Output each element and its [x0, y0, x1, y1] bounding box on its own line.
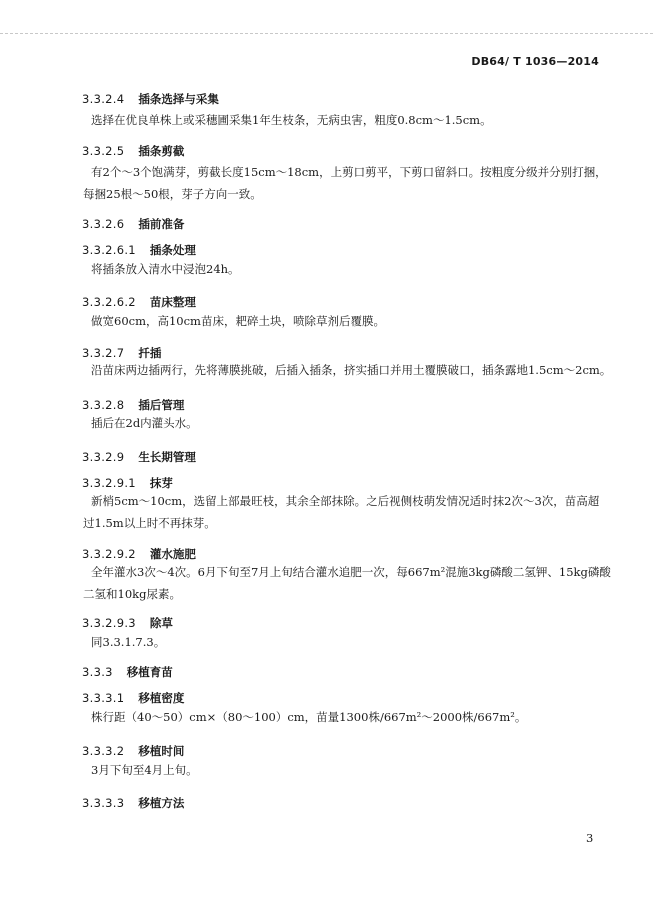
paragraph-line: 3月下旬至4月上旬。: [91, 763, 198, 777]
paragraph-line: 同3.3.1.7.3。: [91, 635, 166, 649]
section-title: 灌水施肥: [149, 547, 196, 561]
standard-code: DB64/ T 1036—2014: [471, 55, 599, 68]
section-number: 3.3.2.6: [82, 217, 125, 231]
paragraph-line: 插后在2d内灌头水。: [91, 416, 198, 430]
page-number: 3: [586, 831, 594, 845]
section-number: 3.3.2.7: [82, 346, 125, 360]
section-title: 扦插: [138, 346, 162, 360]
paragraph: [83, 161, 607, 205]
paragraph: [91, 109, 607, 131]
paragraph-line: 二氢和10kg尿素。: [83, 587, 181, 601]
section-title: 除草: [149, 616, 173, 630]
section-title: 苗床整理: [149, 295, 196, 309]
section-title: 移植育苗: [126, 665, 173, 679]
section-number: 3.3.3.1: [82, 691, 125, 705]
section-title: 移植方法: [138, 796, 185, 810]
section-title: 移植时间: [138, 744, 185, 758]
section-title: 抹芽: [149, 476, 173, 490]
section-heading: [82, 690, 184, 706]
paragraph: [83, 561, 611, 605]
paragraph-line: 有2个～3个饱满芽，剪截长度15cm～18cm，上剪口剪平，下剪口留斜口。按粗度分级并分别打捆，: [91, 165, 607, 179]
paragraph: [91, 258, 607, 280]
section-heading: [82, 664, 173, 680]
paragraph: [91, 310, 607, 332]
paragraph-line: 每捆25根～50根，芽子方向一致。: [83, 187, 262, 201]
section-heading: [82, 216, 184, 232]
paragraph: [91, 412, 607, 434]
section-heading: [82, 449, 196, 465]
paragraph: [91, 359, 612, 381]
section-heading: [82, 91, 219, 107]
paragraph: [91, 706, 607, 728]
section-number: 3.3.2.9.1: [82, 476, 136, 490]
section-title: 插条处理: [149, 243, 196, 257]
section-heading: [82, 615, 173, 631]
paragraph: [91, 631, 607, 653]
section-number: 3.3.3.3: [82, 796, 125, 810]
section-number: 3.3.2.8: [82, 398, 125, 412]
section-number: 3.3.2.9.3: [82, 616, 136, 630]
paragraph: [91, 759, 607, 781]
section-number: 3.3.2.9.2: [82, 547, 136, 561]
paragraph-line: 选择在优良单株上或采穗圃采集1年生枝条，无病虫害，粗度0.8cm～1.5cm。: [91, 113, 492, 127]
section-number: 3.3.2.9: [82, 450, 125, 464]
paragraph-line: 将插条放入清水中浸泡24h。: [91, 262, 240, 276]
paragraph-line: 全年灌水3次～4次。6月下旬至7月上旬结合灌水追肥一次，每667m²混施3kg磷酸二氢钾、15kg磷酸: [91, 565, 611, 579]
paragraph-line: 株行距（40～50）cm×（80～100）cm，苗量1300株/667m²～2000株/667m²。: [91, 710, 527, 724]
section-number: 3.3.2.5: [82, 144, 125, 158]
section-heading: [82, 795, 184, 811]
section-title: 插前准备: [138, 217, 185, 231]
section-heading: [82, 743, 184, 759]
section-heading: [82, 397, 184, 413]
section-title: 移植密度: [138, 691, 185, 705]
section-title: 插后管理: [138, 398, 185, 412]
section-title: 插条剪截: [138, 144, 185, 158]
section-number: 3.3.2.4: [82, 92, 125, 106]
section-heading: [82, 143, 184, 159]
paragraph-line: 做宽60cm，高10cm苗床，耙碎土块，喷除草剂后覆膜。: [91, 314, 385, 328]
section-heading: [82, 242, 196, 258]
section-heading: [82, 546, 196, 562]
paragraph-line: 过1.5m以上时不再抹芽。: [83, 516, 216, 530]
paragraph-line: 沿苗床两边插两行，先将薄膜挑破，后插入插条，挤实插口并用土覆膜破口，插条露地1.5cm～2cm。: [91, 363, 612, 377]
paragraph: [83, 490, 607, 534]
section-heading: [82, 294, 196, 310]
header-rule: [0, 33, 653, 34]
section-number: 3.3.2.6.1: [82, 243, 136, 257]
section-number: 3.3.3: [82, 665, 113, 679]
paragraph-line: 新梢5cm～10cm，选留上部最旺枝，其余全部抹除。之后视侧枝萌发情况适时抹2次～3次，苗高超: [91, 494, 600, 508]
section-number: 3.3.3.2: [82, 744, 125, 758]
section-title: 插条选择与采集: [138, 92, 219, 106]
section-heading: [82, 475, 173, 491]
section-number: 3.3.2.6.2: [82, 295, 136, 309]
section-title: 生长期管理: [138, 450, 196, 464]
